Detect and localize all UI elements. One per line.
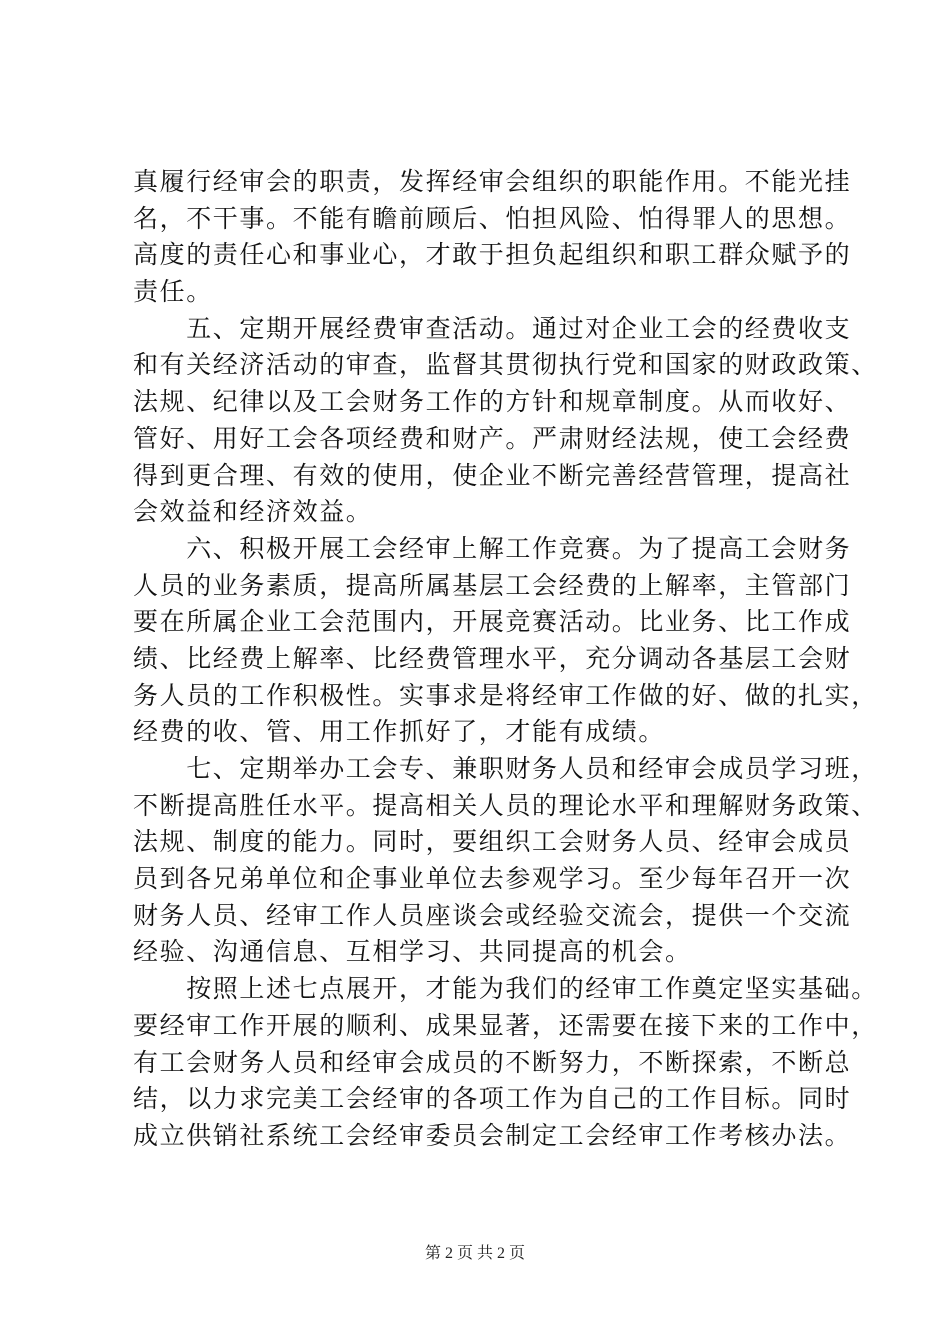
text-line: 人员的业务素质，提高所属基层工会经费的上解率，主管部门 [133,570,852,600]
body-text [133,164,878,1155]
page-number-footer: 第 2 页 共 2 页 [424,1245,525,1262]
text-line: 有工会财务人员和经审会成员的不断努力，不断探索，不断总 [133,1047,852,1077]
text-line: 名，不干事。不能有瞻前顾后、怕担风险、怕得罪人的思想。 [133,203,852,233]
text-line: 经费的收、管、用工作抓好了，才能有成绩。 [133,717,666,747]
text-line: 真履行经审会的职责，发挥经审会组织的职能作用。不能光挂 [133,167,852,196]
text-line: 不断提高胜任水平。提高相关人员的理论水平和理解财务政策、 [133,790,878,820]
text-line: 法规、纪律以及工会财务工作的方针和规章制度。从而收好、 [133,387,852,417]
text-line: 绩、比经费上解率、比经费管理水平，充分调动各基层工会财 [133,643,852,673]
text-line: 六、积极开展工会经审上解工作竞赛。为了提高工会财务 [133,533,852,563]
text-line: 得到更合理、有效的使用，使企业不断完善经营管理，提高社 [133,460,852,490]
text-line: 财务人员、经审工作人员座谈会或经验交流会，提供一个交流 [133,900,852,930]
text-line: 会效益和经济效益。 [133,497,373,527]
text-line: 务人员的工作积极性。实事求是将经审工作做的好、做的扎实， [133,680,878,710]
text-line: 七、定期举办工会专、兼职财务人员和经审会成员学习班， [133,754,878,783]
text-line: 按照上述七点展开，才能为我们的经审工作奠定坚实基础。 [133,974,878,1004]
text-line: 高度的责任心和事业心，才敢于担负起组织和职工群众赋予的 [133,240,852,270]
text-line: 结，以力求完美工会经审的各项工作为自己的工作目标。同时 [133,1084,852,1114]
text-line: 五、定期开展经费审查活动。通过对企业工会的经费收支 [133,313,852,343]
text-line: 和有关经济活动的审查，监督其贯彻执行党和国家的财政政策、 [133,350,878,380]
text-line: 经验、沟通信息、互相学习、共同提高的机会。 [133,937,692,967]
text-line: 法规、制度的能力。同时，要组织工会财务人员、经审会成员 [133,827,852,857]
text-line: 要经审工作开展的顺利、成果显著，还需要在接下来的工作中， [133,1010,878,1040]
text-line: 成立供销社系统工会经审委员会制定工会经审工作考核办法。 [133,1120,852,1150]
text-line: 要在所属企业工会范围内，开展竞赛活动。比业务、比工作成 [133,607,852,637]
text-line: 管好、用好工会各项经费和财产。严肃财经法规，使工会经费 [133,423,852,453]
text-line: 责任。 [133,277,213,307]
text-line: 员到各兄弟单位和企事业单位去参观学习。至少每年召开一次 [133,864,852,894]
